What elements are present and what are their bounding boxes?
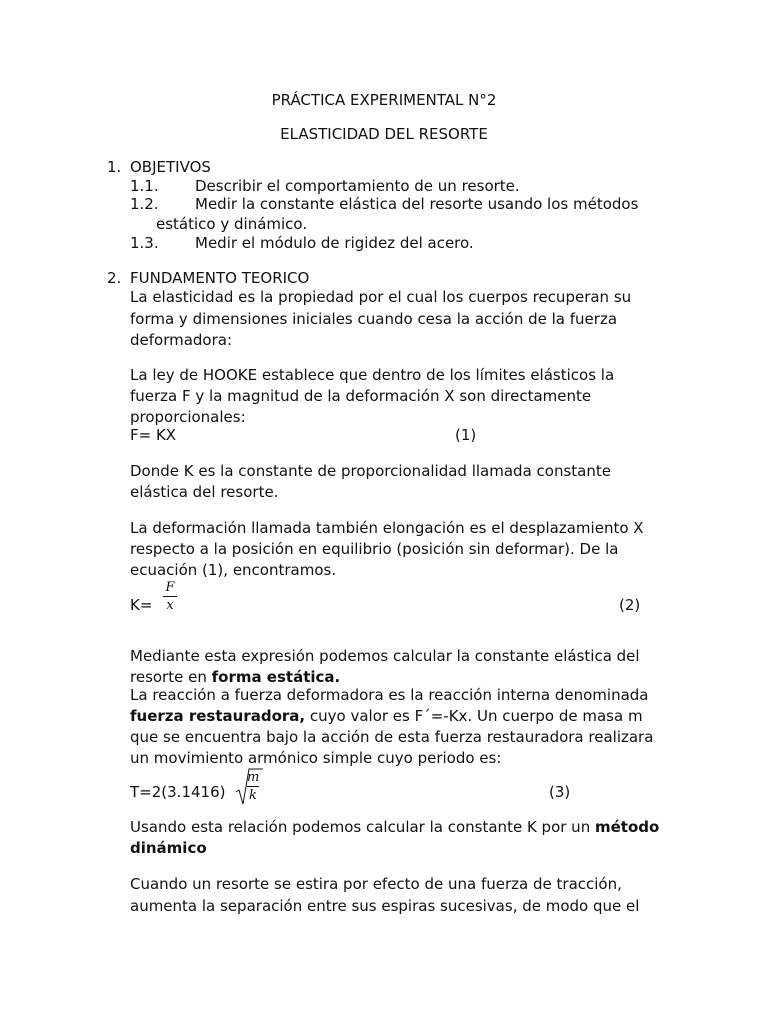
paragraph-line: proporcionales:: [130, 408, 246, 426]
paragraph-line: aumenta la separación entre sus espiras sucesivas, de modo que el: [130, 897, 640, 915]
objective-1-2-number: 1.2.: [130, 195, 159, 213]
document-subtitle: ELASTICIDAD DEL RESORTE: [280, 125, 488, 143]
bold-text-run: forma estática.: [211, 668, 341, 686]
paragraph-line: Mediante esta expresión podemos calcular la constante elástica del: [130, 647, 640, 665]
equation-3-number: (3): [549, 783, 571, 801]
section-2-heading: FUNDAMENTO TEORICO: [130, 269, 310, 287]
paragraph-line: [130, 706, 643, 727]
fraction-bar: [163, 596, 177, 597]
bold-text-run: método: [594, 818, 660, 836]
fraction-bar: [247, 786, 259, 787]
equation-2-number: (2): [619, 596, 641, 614]
bold-text-run: dinámico: [130, 839, 207, 857]
equation-3-lhs: T=2(3.1416): [130, 783, 226, 801]
paragraph-line: respecto a la posición en equilibrio (posición sin deformar). De la: [130, 540, 619, 558]
equation-2-denominator: x: [166, 598, 174, 613]
text-run: resorte en: [130, 668, 212, 686]
equation-1: F= KX: [130, 426, 177, 444]
paragraph-line: [130, 817, 659, 838]
objective-1-3-number: 1.3.: [130, 234, 159, 252]
paragraph-line: [130, 838, 207, 859]
section-1-number: 1.: [107, 158, 122, 176]
text-run: Usando esta relación podemos calcular la constante K por un: [130, 818, 595, 836]
section-1-heading: OBJETIVOS: [130, 158, 211, 176]
equation-2-numerator: F: [165, 580, 175, 595]
paragraph-line: un movimiento armónico simple cuyo periodo es:: [130, 749, 502, 767]
objective-1-1-text: Describir el comportamiento de un resorte.: [195, 177, 520, 195]
objective-1-2-text: Medir la constante elástica del resorte usando los métodos: [195, 195, 639, 213]
bold-text-run: fuerza restauradora,: [130, 707, 306, 725]
equation-3-denominator: k: [249, 788, 257, 803]
paragraph-line: La elasticidad es la propiedad por el cual los cuerpos recuperan su: [130, 288, 632, 306]
paragraph-line: elástica del resorte.: [130, 483, 279, 501]
paragraph-line: ecuación (1), encontramos.: [130, 561, 337, 579]
objective-1-3-text: Medir el módulo de rigidez del acero.: [195, 234, 474, 252]
objective-1-2-continuation: estático y dinámico.: [156, 215, 308, 233]
equation-3-fraction: [247, 770, 259, 803]
paragraph-line: que se encuentra bajo la acción de esta fuerza restauradora realizara: [130, 728, 654, 746]
paragraph-line: La ley de HOOKE establece que dentro de los límites elásticos la: [130, 366, 615, 384]
equation-2-fraction: [163, 580, 177, 613]
paragraph-line: deformadora:: [130, 331, 233, 349]
paragraph-line: Donde K es la constante de proporcionalidad llamada constante: [130, 462, 611, 480]
document-title: PRÁCTICA EXPERIMENTAL N°2: [271, 91, 497, 109]
objective-1-1-number: 1.1.: [130, 177, 159, 195]
equation-3-numerator: m: [247, 770, 260, 785]
text-run: cuyo valor es F´=-Kx. Un cuerpo de masa m: [305, 707, 643, 725]
section-2-number: 2.: [107, 269, 122, 287]
paragraph-line: La reacción a fuerza deformadora es la reacción interna denominada: [130, 686, 649, 704]
paragraph-line: La deformación llamada también elongación es el desplazamiento X: [130, 519, 644, 537]
equation-2-lhs: K=: [130, 596, 153, 614]
paragraph-line: fuerza F y la magnitud de la deformación X son directamente: [130, 387, 592, 405]
paragraph-line: Cuando un resorte se estira por efecto de una fuerza de tracción,: [130, 875, 622, 893]
paragraph-line: forma y dimensiones iniciales cuando cesa la acción de la fuerza: [130, 310, 618, 328]
equation-1-number: (1): [455, 426, 477, 444]
